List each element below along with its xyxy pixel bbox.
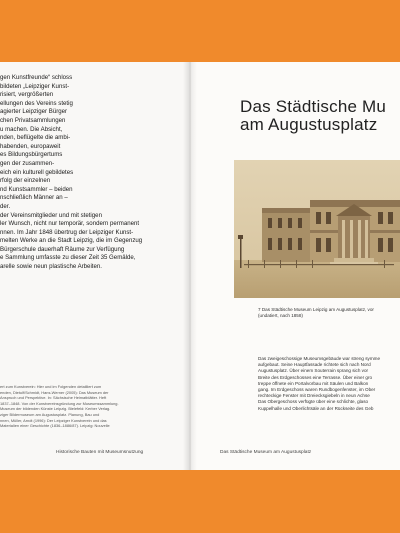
chapter-title bbox=[240, 98, 386, 134]
orange-background-top bbox=[0, 0, 400, 62]
left-body-text bbox=[0, 74, 186, 272]
body-line: e Sammlung umfasste zu dieser Zeit 35 Gemälde, bbox=[0, 254, 136, 262]
body-line: gang. Im Erdgeschoss waren Rundbogenfenster, im Ober bbox=[258, 386, 376, 392]
body-line: rechteckige Fenster mit Dreiecksgiebeln in neun Achse bbox=[258, 393, 370, 399]
body-line: Breite des Erdgeschosses eine Terrasse. Über einer gro bbox=[258, 374, 373, 380]
body-line: risiert, vergrößerten bbox=[0, 91, 54, 99]
body-line: Das zweigeschossige Museumsgebäude war streng symme bbox=[258, 356, 381, 361]
body-line: nden, beflügelte die ambi- bbox=[0, 134, 71, 142]
body-line: aufgebaut. Seine Hauptfassade richtete sich nach Nord bbox=[258, 362, 371, 368]
book-gutter bbox=[183, 62, 197, 470]
body-line: der Vereinsmitglieder und mit stetigen bbox=[0, 211, 102, 219]
caption-line: (undatiert, nach 1858) bbox=[258, 313, 303, 318]
right-running-footer: Das Städtische Museum am Augustusplatz bbox=[220, 450, 312, 455]
body-line: ellungen des Vereins stetig bbox=[0, 99, 73, 107]
body-line: habenden, europaweit bbox=[0, 142, 61, 150]
caption-line: 7 Das Städtische Museum Leipzig am Augustusplatz, vor bbox=[258, 307, 374, 312]
body-line: gen der zusammen- bbox=[0, 159, 55, 167]
footnote-line: Materialien einer Geschichte (1836–1886/87). Leipzig: Nouvelle bbox=[0, 423, 110, 429]
body-line: u machen. Die Absicht, bbox=[0, 125, 63, 133]
left-page bbox=[0, 62, 190, 470]
body-line: Augustusplatz. Über einem Souterrain sprang sich vor bbox=[258, 368, 369, 374]
footnote-line: ziger Bildermuseum am Augustusplatz. Planung, Bau und bbox=[0, 411, 100, 417]
footnote-line: Museum der bildenden Künste Leipzig. Bielefeld: Kerber Verlag. bbox=[0, 406, 111, 412]
footnote-line: enden, Dietulf/Schmidt, Hans-Werner (2005): Das Museum der bbox=[0, 389, 109, 395]
body-line: Kuppelhalle und Oberlichtsäle an der Rückseite des Geb bbox=[258, 405, 374, 411]
footnotes bbox=[0, 384, 186, 429]
left-running-footer: Historische Bauten mit Museumsnutzung bbox=[56, 450, 144, 455]
photo-caption bbox=[258, 307, 374, 319]
title-line: am Augustusplatz bbox=[240, 115, 378, 134]
right-page bbox=[190, 62, 400, 470]
body-line: treppe öffnete ein Portalvorbau mit Säulen und Balkon bbox=[258, 380, 369, 386]
footnote-line: Anspruch und Perspektive. In: Sächsische Heimatblätter. Heft bbox=[0, 395, 107, 401]
museum-photo bbox=[234, 160, 400, 298]
body-line: Das Obergeschoss verfügte über eine schlichte, glaso bbox=[258, 399, 369, 405]
right-body-text bbox=[258, 356, 380, 412]
body-line: nschließlich Männer an – bbox=[0, 194, 68, 202]
body-line: melten Werke an die Stadt Leipzig, die im Gegenzug bbox=[0, 237, 143, 245]
body-line: nd Kunstsammler – beiden bbox=[0, 185, 73, 193]
body-line: gen Kunstfreunde“ schloss bbox=[0, 74, 73, 81]
body-line: arelle sowie neun plastische Arbeiten. bbox=[0, 263, 102, 271]
body-line: nnen. Im Jahr 1848 übertrug der Leipziger Kunst- bbox=[0, 228, 134, 236]
body-line: ler Wunsch, nicht nur temporär, sondern permanent bbox=[0, 220, 140, 228]
body-line: der. bbox=[0, 202, 11, 210]
body-line: Bürgerschule dauerhaft Räume zur Verfügung bbox=[0, 245, 125, 253]
footnote-line: ert zum Kunstverein: Hier und im Folgenden detailliert zum bbox=[0, 384, 102, 389]
orange-background-bottom bbox=[0, 470, 400, 533]
body-line: eich ein kulturell gebildetes bbox=[0, 168, 74, 176]
title-line: Das Städtische Mu bbox=[240, 97, 387, 116]
footnote-line: 1837–1848. Von der Kunstvereinsgründung zur Museumssammlung. bbox=[0, 400, 119, 406]
body-line: rfolg der einzelnen bbox=[0, 177, 51, 185]
body-line: agierter Leipziger Bürger bbox=[0, 108, 68, 116]
body-line: es Bildungsbürgertums bbox=[0, 151, 63, 159]
body-line: chen Privatsammlungen bbox=[0, 116, 66, 124]
footnote-line: nnen, Müller, Arndt (1996): Der Leipziger Kunstverein und das bbox=[0, 417, 107, 423]
body-line: bildeten „Leipziger Kunst- bbox=[0, 82, 70, 90]
